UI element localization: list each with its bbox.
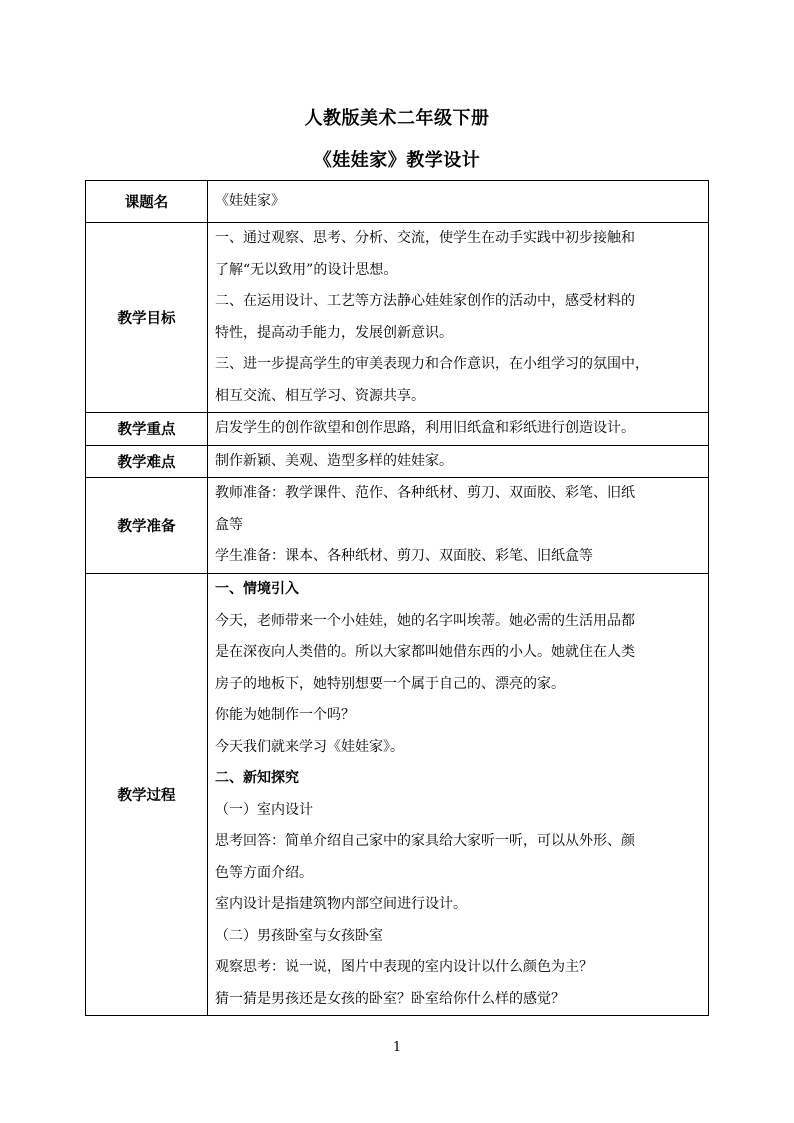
page-number: 1: [392, 1040, 402, 1055]
content-line: 今天我们就来学习《娃娃家》。: [215, 738, 404, 755]
row-content: [208, 413, 709, 446]
row-label: 课题名: [86, 181, 208, 223]
table-row-preparation: [86, 478, 709, 574]
content-line: 三、进一步提高学生的审美表现力和合作意识，在小组学习的氛围中，: [215, 356, 649, 372]
content-line: 是在深夜向人类借的。所以大家都叫她借东西的小人。她就住在人类: [215, 644, 635, 660]
content-line: 观察思考：说一说，图片中表现的室内设计以什么颜色为主？: [215, 959, 593, 975]
content-line: 盒等: [215, 516, 243, 533]
section-heading: 二、新知探究: [215, 770, 299, 786]
row-label: 教学目标: [86, 223, 208, 413]
table-row-key-points: [86, 413, 709, 446]
document-subtitle: 《娃娃家》教学设计: [313, 150, 481, 171]
content-line: 教师准备：教学课件、范作、各种纸材、剪刀、双面胶、彩笔、旧纸: [215, 485, 635, 502]
row-content: [208, 478, 709, 574]
content-line: 思考回答：简单介绍自己家中的家具给大家听一听，可以从外形、颜: [215, 833, 635, 849]
content-line: 今天，老师带来一个小娃娃，她的名字叫埃蒂。她必需的生活用品都: [215, 612, 635, 629]
row-content: [208, 223, 709, 413]
content-line: 特性，提高动手能力，发展创新意识。: [215, 324, 453, 341]
row-label: 教学准备: [86, 478, 208, 574]
section-heading: 一、情境引入: [215, 581, 299, 597]
content-line: 色等方面介绍。: [215, 864, 313, 881]
row-content: [208, 574, 709, 1016]
content-line: 学生准备：课本、各种纸材、剪刀、双面胶、彩笔、旧纸盒等: [215, 548, 593, 565]
content-line: 房子的地板下，她特别想要一个属于自己的、漂亮的家。: [215, 675, 565, 692]
table-row-process: [86, 574, 709, 1016]
content-line: 一、通过观察、思考、分析、交流，使学生在动手实践中初步接触和: [215, 230, 635, 246]
content-line: 猜一猜是男孩还是女孩的卧室？卧室给你什么样的感觉？: [215, 990, 565, 1007]
table-row-objectives: [86, 223, 709, 413]
content-line: 启发学生的创作欲望和创作思路，利用旧纸盒和彩纸进行创造设计。: [215, 420, 635, 436]
row-content: [208, 445, 709, 478]
table-row-difficulties: [86, 445, 709, 478]
row-label: 教学难点: [86, 445, 208, 478]
content-line: 《娃娃家》: [215, 192, 285, 209]
content-line: 制作新颖、美观、造型多样的娃娃家。: [215, 452, 453, 469]
row-label: 教学过程: [86, 574, 208, 1016]
lesson-plan-table: [85, 180, 709, 1016]
document-title: 人教版美术二年级下册: [304, 108, 490, 129]
content-line: 了解“无以致用”的设计思想。: [215, 261, 398, 278]
table-row-topic: [86, 181, 709, 223]
content-line: （一）室内设计: [215, 801, 313, 818]
content-line: （二）男孩卧室与女孩卧室: [215, 927, 383, 944]
content-line: 相互交流、相互学习、资源共享。: [215, 387, 425, 404]
row-label: 教学重点: [86, 413, 208, 446]
content-line: 你能为她制作一个吗？: [215, 707, 355, 723]
content-line: 室内设计是指建筑物内部空间进行设计。: [215, 896, 467, 912]
content-line: 二、在运用设计、工艺等方法静心娃娃家创作的活动中，感受材料的: [215, 293, 635, 309]
row-content: [208, 181, 709, 223]
